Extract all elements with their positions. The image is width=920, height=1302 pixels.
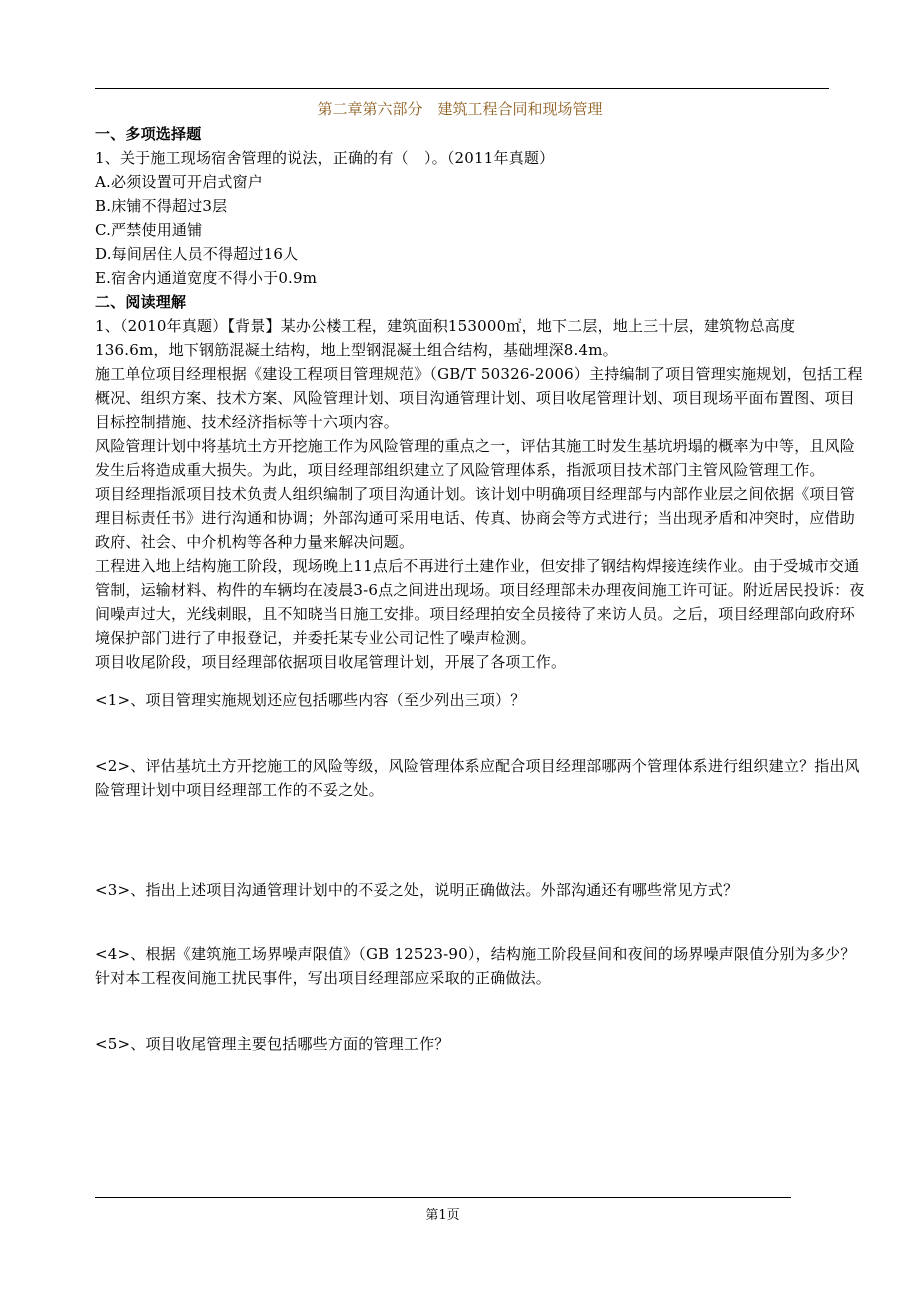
document-body <box>95 122 865 1056</box>
option-e: E.宿舍内通道宽度不得小于0.9m <box>95 269 318 287</box>
section-heading-multiple-choice: 一、多项选择题 <box>95 125 202 143</box>
page-number: 第1页 <box>425 1208 460 1223</box>
background-paragraph: 项目经理指派项目技术负责人组织编制了项目沟通计划。该计划中明确项目经理部与内部作业层之间依据《项目管理目标责任书》进行沟通和协调；外部沟通可采用电话、传真、协商会等方式进行；当出现矛盾和冲突时，应借助政府、社会、中介机构等各种力量来解决问题。 <box>95 485 856 551</box>
option-d: D.每间居住人员不得超过16人 <box>95 245 299 263</box>
background-paragraph: 风险管理计划中将基坑土方开挖施工作为风险管理的重点之一，评估其施工时发生基坑坍塌的概率为中等，且风险发生后将造成重大损失。为此，项目经理部组织建立了风险管理体系，指派项目技术部门主管风险管理工作。 <box>95 437 856 479</box>
page-title: 第二章第六部分 建筑工程合同和现场管理 <box>317 100 603 118</box>
footer-rule <box>95 1197 791 1198</box>
sub-question-5: <5>、项目收尾管理主要包括哪些方面的管理工作？ <box>95 1035 450 1053</box>
background-paragraph: 1、（2010年真题）【背景】某办公楼工程，建筑面积153000㎡，地下二层，地上三十层，建筑物总高度136.6m，地下钢筋混凝土结构，地上型钢混凝土组合结构，基础埋深8.4m。 <box>95 317 796 359</box>
sub-question-3: <3>、指出上述项目沟通管理计划中的不妥之处，说明正确做法。外部沟通还有哪些常见方式？ <box>95 881 739 899</box>
sub-question-2: <2>、评估基坑土方开挖施工的风险等级，风险管理体系应配合项目经理部哪两个管理体系进行组织建立？指出风险管理计划中项目经理部工作的不妥之处。 <box>95 757 860 799</box>
sub-question-1: <1>、项目管理实施规划还应包括哪些内容（至少列出三项）？ <box>95 691 526 709</box>
option-c: C.严禁使用通铺 <box>95 221 203 239</box>
option-b: B.床铺不得超过3层 <box>95 197 228 215</box>
background-paragraph: 项目收尾阶段，项目经理部依据项目收尾管理计划，开展了各项工作。 <box>95 653 567 671</box>
option-a: A.必须设置可开启式窗户 <box>95 173 264 191</box>
sub-question-4: <4>、根据《建筑施工场界噪声限值》（GB 12523-90），结构施工阶段昼间和夜间的场界噪声限值分别为多少？针对本工程夜间施工扰民事件，写出项目经理部应采取的正确做法。 <box>95 945 856 987</box>
question-text: 1、关于施工现场宿舍管理的说法，正确的有（ ）。（2011年真题） <box>95 149 555 167</box>
background-paragraph: 工程进入地上结构施工阶段，现场晚上11点后不再进行土建作业，但安排了钢结构焊接连续作业。由于受城市交通管制，运输材料、构件的车辆均在凌晨3-6点之间进出现场。项目经理部未办理夜间施工许可证。附近居民投诉：夜间噪声过大，光线刺眼，且不知晓当日施工安排。项目经理拍安全员接待了来访人员。之后，项目经理部向政府环境保护部门进行了申报登记，并委托某专业公司记性了噪声检测。 <box>95 557 865 647</box>
background-paragraph: 施工单位项目经理根据《建设工程项目管理规范》（GB/T 50326-2006）主持编制了项目管理实施规划，包括工程概况、组织方案、技术方案、风险管理计划、项目沟通管理计划、项目收尾管理计划、项目现场平面布置图、项目目标控制措施、技术经济指标等十六项内容。 <box>95 365 863 431</box>
header-rule <box>95 88 829 89</box>
section-heading-reading: 二、阅读理解 <box>95 293 187 311</box>
